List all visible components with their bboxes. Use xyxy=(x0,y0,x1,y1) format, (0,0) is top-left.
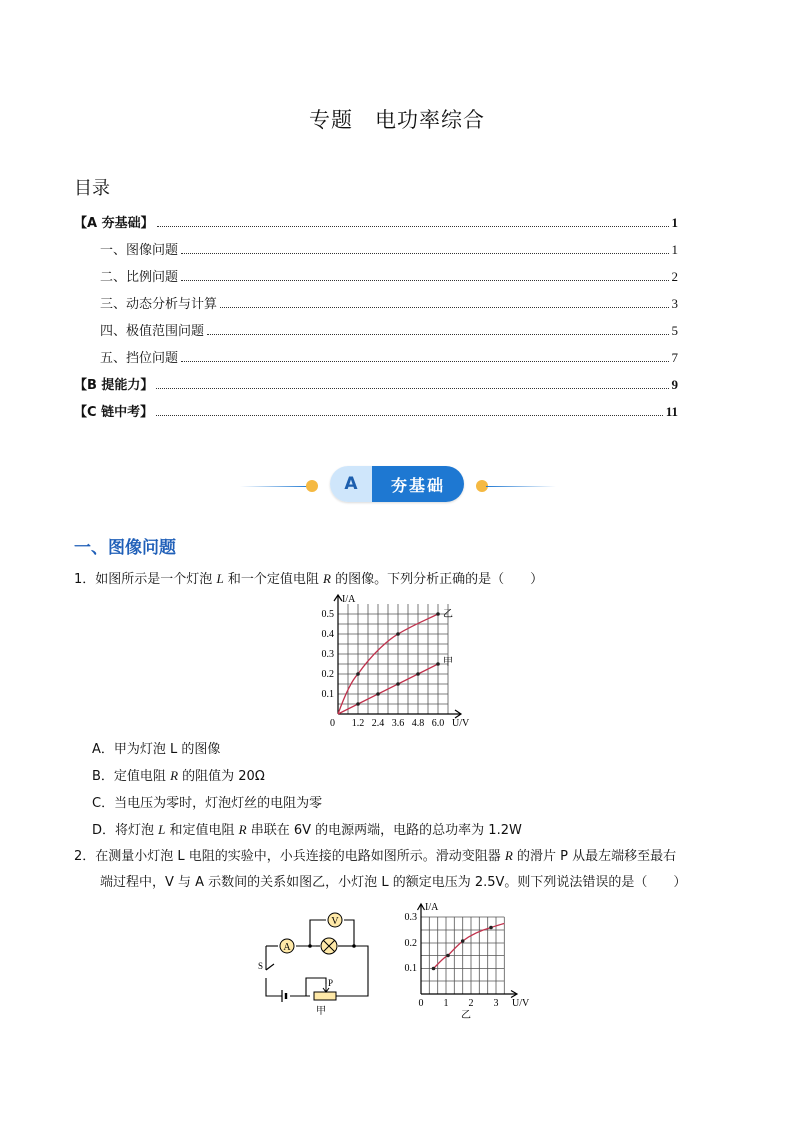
graph-1-series-yi: 乙 xyxy=(443,609,453,620)
circuit-diagram xyxy=(250,906,380,1020)
graph-1-y-tick: 0.2 xyxy=(321,669,334,680)
graph-1-point xyxy=(356,672,360,676)
graph-1-x-label: U/V xyxy=(452,718,470,729)
q1-option-a[interactable]: A．甲为灯泡 L 的图像 xyxy=(92,742,221,757)
graph-1-point xyxy=(356,702,360,706)
graph-1-point xyxy=(396,682,400,686)
graph-2-y-tick: 0.3 xyxy=(404,912,417,923)
toc-entry-a[interactable]: 【A 夯基础】 1 xyxy=(74,215,678,231)
banner-pill xyxy=(330,466,464,502)
toc-entry-extreme[interactable]: 四、极值范围问题 5 xyxy=(100,323,678,339)
graph-2-point xyxy=(461,939,465,943)
graph-1-y-tick: 0.5 xyxy=(321,609,334,620)
q1-option-d[interactable]: D．将灯泡 L 和定值电阻 R 串联在 6V 的电源两端，电路的总功率为 1.2W xyxy=(92,822,522,838)
graph-1-point xyxy=(416,672,420,676)
svg-text:S: S xyxy=(258,961,264,971)
graph-2-y-label: I/A xyxy=(425,902,439,913)
graph-1-y-label: I/A xyxy=(342,594,356,605)
graph-1-x-tick: 2.4 xyxy=(371,718,385,729)
graph-2-y-tick: 0.2 xyxy=(404,938,417,949)
graph-1 xyxy=(310,592,480,732)
svg-text:A: A xyxy=(283,942,291,953)
svg-text:V: V xyxy=(331,916,339,927)
toc-entry-c[interactable]: 【C 链中考】 11 xyxy=(74,404,678,420)
graph-2-x-label: U/V xyxy=(512,998,530,1009)
question-2-stem-line2: 端过程中，V 与 A 示数间的关系如图乙，小灯泡 L 的额定电压为 2.5V。则下列说法错误的是（ ） xyxy=(100,875,687,890)
banner-letter: A xyxy=(330,466,372,502)
graph-1-point xyxy=(436,662,440,666)
q1-option-c[interactable]: C．当电压为零时，灯泡灯丝的电阻为零 xyxy=(92,796,323,811)
graph-2-point xyxy=(446,954,450,958)
graph-1-y-tick: 0.3 xyxy=(321,649,334,660)
graph-1-x-tick: 6.0 xyxy=(431,718,445,729)
graph-2 xyxy=(398,899,538,1021)
section-banner xyxy=(230,466,564,504)
graph-1-point xyxy=(396,632,400,636)
graph-1-point xyxy=(376,692,380,696)
q1-option-b[interactable]: B．定值电阻 R 的阻值为 20Ω xyxy=(92,768,265,784)
banner-line-right xyxy=(486,486,556,487)
rheostat-icon xyxy=(314,992,336,1000)
graph-2-y-tick: 0.1 xyxy=(404,963,417,974)
toc-entry-image[interactable]: 一、图像问题 1 xyxy=(100,242,678,258)
banner-text: 夯基础 xyxy=(372,466,464,502)
graph-1-point xyxy=(436,612,440,616)
toc-entry-b[interactable]: 【B 提能力】 9 xyxy=(74,377,678,393)
graph-2-origin: 0 xyxy=(418,998,424,1009)
svg-text:P: P xyxy=(328,978,334,988)
circuit-caption: 甲 xyxy=(316,1006,326,1017)
graph-1-y-tick: 0.4 xyxy=(321,629,334,640)
question-2-stem: 2．在测量小灯泡 L 电阻的实验中，小兵连接的电路如图所示。滑动变阻器 R 的滑片 P 从最左端移至最右 xyxy=(74,848,677,864)
graph-1-origin: 0 xyxy=(330,718,335,729)
toc-heading: 目录 xyxy=(74,178,110,199)
graph-1-y-tick: 0.1 xyxy=(321,689,334,700)
table-of-contents xyxy=(74,212,678,428)
toc-entry-dynamic[interactable]: 三、动态分析与计算 3 xyxy=(100,296,678,312)
toc-entry-gear[interactable]: 五、挡位问题 7 xyxy=(100,350,678,366)
graph-2-x-tick: 3 xyxy=(493,998,499,1009)
graph-1-x-tick: 1.2 xyxy=(351,718,365,729)
banner-line-left xyxy=(240,486,310,487)
toc-entry-ratio[interactable]: 二、比例问题 2 xyxy=(100,269,678,285)
graph-1-series-jia: 甲 xyxy=(443,657,453,668)
graph-2-point xyxy=(432,967,436,971)
page-title: 专题 电功率综合 xyxy=(309,108,485,132)
section-heading: 一、图像问题 xyxy=(74,538,176,558)
banner-dot-left xyxy=(306,480,318,492)
graph-1-x-tick: 3.6 xyxy=(391,718,405,729)
graph-2-caption: 乙 xyxy=(461,1010,471,1021)
graph-1-x-tick: 4.8 xyxy=(411,718,425,729)
question-1-stem: 1．如图所示是一个灯泡 L 和一个定值电阻 R 的图像。下列分析正确的是（ ） xyxy=(74,571,544,587)
graph-2-x-tick: 1 xyxy=(443,998,449,1009)
graph-2-point xyxy=(489,926,493,930)
graph-2-x-tick: 2 xyxy=(468,998,474,1009)
